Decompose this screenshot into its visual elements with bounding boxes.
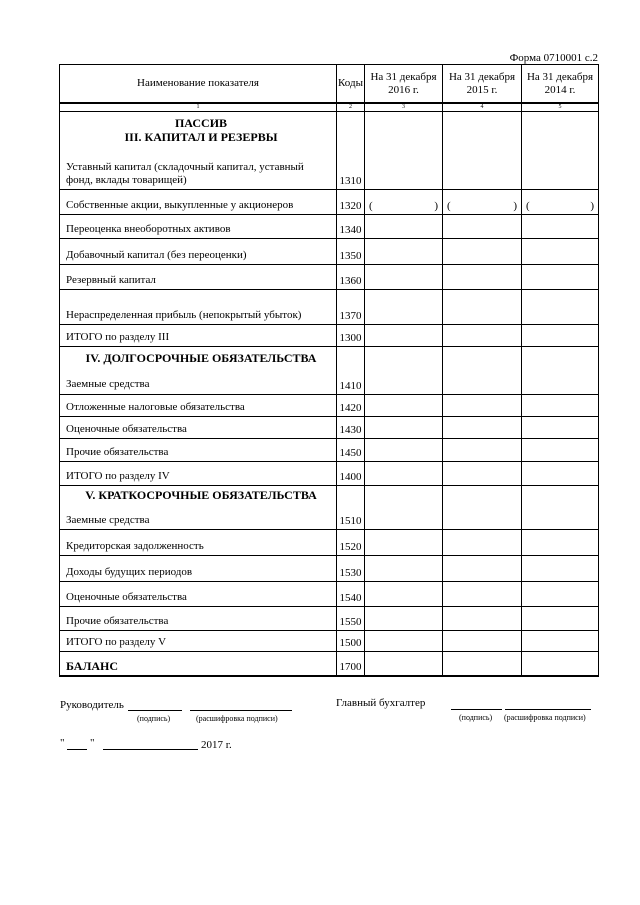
value-cell[interactable] [365,112,443,190]
table-row [60,439,599,462]
value-cell[interactable] [365,652,443,676]
value-cell[interactable] [443,530,522,556]
row-name: ИТОГО по разделу V [66,636,167,648]
value-cell[interactable] [522,582,599,607]
value-cell[interactable] [443,239,522,265]
value-cell[interactable] [443,417,522,439]
table-row [60,395,599,417]
value-cell[interactable] [365,607,443,631]
chief-accountant-label: Главный бухгалтер [336,697,426,709]
value-cell[interactable] [443,556,522,582]
row-code: 1500 [337,631,365,652]
value-cell[interactable] [365,486,443,530]
value-cell[interactable] [443,462,522,486]
row-code: 1540 [337,582,365,607]
value-cell[interactable] [443,652,522,676]
row-code: 1400 [337,462,365,486]
value-cell[interactable] [365,439,443,462]
row-code: 1550 [337,607,365,631]
total-row [60,462,599,486]
header-code: Коды [337,65,365,104]
value-cell[interactable] [365,582,443,607]
row-name: Добавочный капитал (без переоценки) [66,249,247,261]
value-cell[interactable] [443,215,522,239]
value-cell[interactable] [522,439,599,462]
table-row [60,112,599,190]
table-row [60,417,599,439]
balance-label: БАЛАНС [66,658,119,673]
signature-caption: (подпись) [137,714,171,723]
value-cell[interactable] [443,582,522,607]
table-row [60,265,599,290]
value-cell[interactable] [365,265,443,290]
row-code: 1360 [337,265,365,290]
row-code: 1530 [337,556,365,582]
row-name: Нераспределенная прибыль (непокрытый убыток) [66,309,302,321]
row-name: ИТОГО по разделу III [66,331,170,343]
table-row [60,607,599,631]
value-cell[interactable] [365,417,443,439]
row-name: Уставный капитал (складочный капитал, уставный фонд, вклады товарищей) [66,161,304,186]
column-numbers-row: 1 2 3 4 5 [60,103,599,112]
value-cell[interactable] [443,290,522,325]
head-label: Руководитель [60,699,124,711]
row-name: Отложенные налоговые обязательства [66,401,245,413]
value-cell[interactable] [443,607,522,631]
date-quote-close: " [90,737,95,749]
row-name: Переоценка внеоборотных активов [66,223,231,235]
table-row [60,215,599,239]
decode-caption: (расшифровка подписи) [504,713,586,722]
table-row [60,239,599,265]
header-col2: На 31 декабря 2015 г. [443,65,522,104]
value-cell[interactable] [365,215,443,239]
table-row [60,290,599,325]
accountant-decode-line[interactable] [505,709,591,710]
table-row [60,190,599,215]
row-name: Прочие обязательства [66,615,169,627]
value-cell[interactable] [522,265,599,290]
value-cell[interactable]: ( ) [522,190,599,215]
row-code: 1320 [337,190,365,215]
value-cell[interactable] [522,239,599,265]
head-decode-line[interactable] [190,710,292,711]
value-cell[interactable] [522,631,599,652]
value-cell[interactable] [522,607,599,631]
date-month-line[interactable] [103,749,198,750]
row-name: Оценочные обязательства [66,423,187,435]
accountant-signature-line[interactable] [451,709,502,710]
header-col3: На 31 декабря 2014 г. [522,65,599,104]
value-cell[interactable] [443,439,522,462]
table-row [60,582,599,607]
value-cell[interactable] [443,325,522,347]
value-cell[interactable] [522,486,599,530]
row-code: 1370 [337,290,365,325]
section-title: III. КАПИТАЛ И РЕЗЕРВЫ [124,130,278,144]
row-code: 1350 [337,239,365,265]
row-code: 1510 [337,486,365,530]
row-name: Собственные акции, выкупленные у акционеров [66,199,294,211]
table-row [60,556,599,582]
value-cell[interactable] [365,462,443,486]
value-cell[interactable] [522,530,599,556]
balance-table [59,64,599,677]
row-name: Прочие обязательства [66,446,169,458]
value-cell[interactable] [365,395,443,417]
header-name: Наименование показателя [60,65,337,104]
decode-caption: (расшифровка подписи) [196,714,278,723]
row-code: 1300 [337,325,365,347]
value-cell[interactable] [443,265,522,290]
total-row [60,631,599,652]
value-cell[interactable] [522,395,599,417]
value-cell[interactable] [522,112,599,190]
value-cell[interactable] [522,290,599,325]
value-cell[interactable] [443,631,522,652]
header-row [60,65,599,104]
row-code: 1420 [337,395,365,417]
date-year: 2017 г. [201,739,232,751]
table-row [60,347,599,395]
row-name: Резервный капитал [66,274,156,286]
value-cell[interactable] [443,486,522,530]
row-name: Кредиторская задолженность [66,540,204,552]
value-cell[interactable] [365,631,443,652]
section-title: V. КРАТКОСРОЧНЫЕ ОБЯЗАТЕЛЬСТВА [85,488,317,502]
value-cell[interactable] [443,112,522,190]
value-cell[interactable] [522,215,599,239]
value-cell[interactable] [365,325,443,347]
row-name: ИТОГО по разделу IV [66,470,170,482]
table-row [60,486,599,530]
value-cell[interactable]: ( ) [365,190,443,215]
form-code: Форма 0710001 с.2 [509,52,598,64]
value-cell[interactable] [522,325,599,347]
row-code: 1700 [337,652,365,676]
row-code: 1520 [337,530,365,556]
value-cell[interactable] [522,462,599,486]
value-cell[interactable] [522,652,599,676]
table-row [60,530,599,556]
value-cell[interactable] [365,290,443,325]
row-code: 1410 [337,347,365,395]
row-code: 1450 [337,439,365,462]
value-cell[interactable]: ( ) [443,190,522,215]
signature-caption: (подпись) [459,713,493,722]
head-signature-line[interactable] [128,710,182,711]
row-name: Заемные средства [66,378,150,390]
row-code: 1430 [337,417,365,439]
value-cell[interactable] [522,347,599,395]
total-row [60,325,599,347]
value-cell[interactable] [365,530,443,556]
row-code: 1310 [337,112,365,190]
date-day-line[interactable] [67,749,87,750]
value-cell[interactable] [443,395,522,417]
section-title: IV. ДОЛГОСРОЧНЫЕ ОБЯЗАТЕЛЬСТВА [85,351,317,365]
value-cell[interactable] [522,417,599,439]
section-title: ПАССИВ [174,116,228,130]
header-col1: На 31 декабря 2016 г. [365,65,443,104]
row-name: Заемные средства [66,514,150,526]
date-quote-open: " [60,737,65,749]
value-cell[interactable] [365,347,443,395]
value-cell[interactable] [365,239,443,265]
value-cell[interactable] [365,556,443,582]
value-cell[interactable] [443,347,522,395]
row-name: Оценочные обязательства [66,591,187,603]
row-code: 1340 [337,215,365,239]
balance-row [60,652,599,676]
value-cell[interactable] [522,556,599,582]
row-name: Доходы будущих периодов [66,566,193,578]
